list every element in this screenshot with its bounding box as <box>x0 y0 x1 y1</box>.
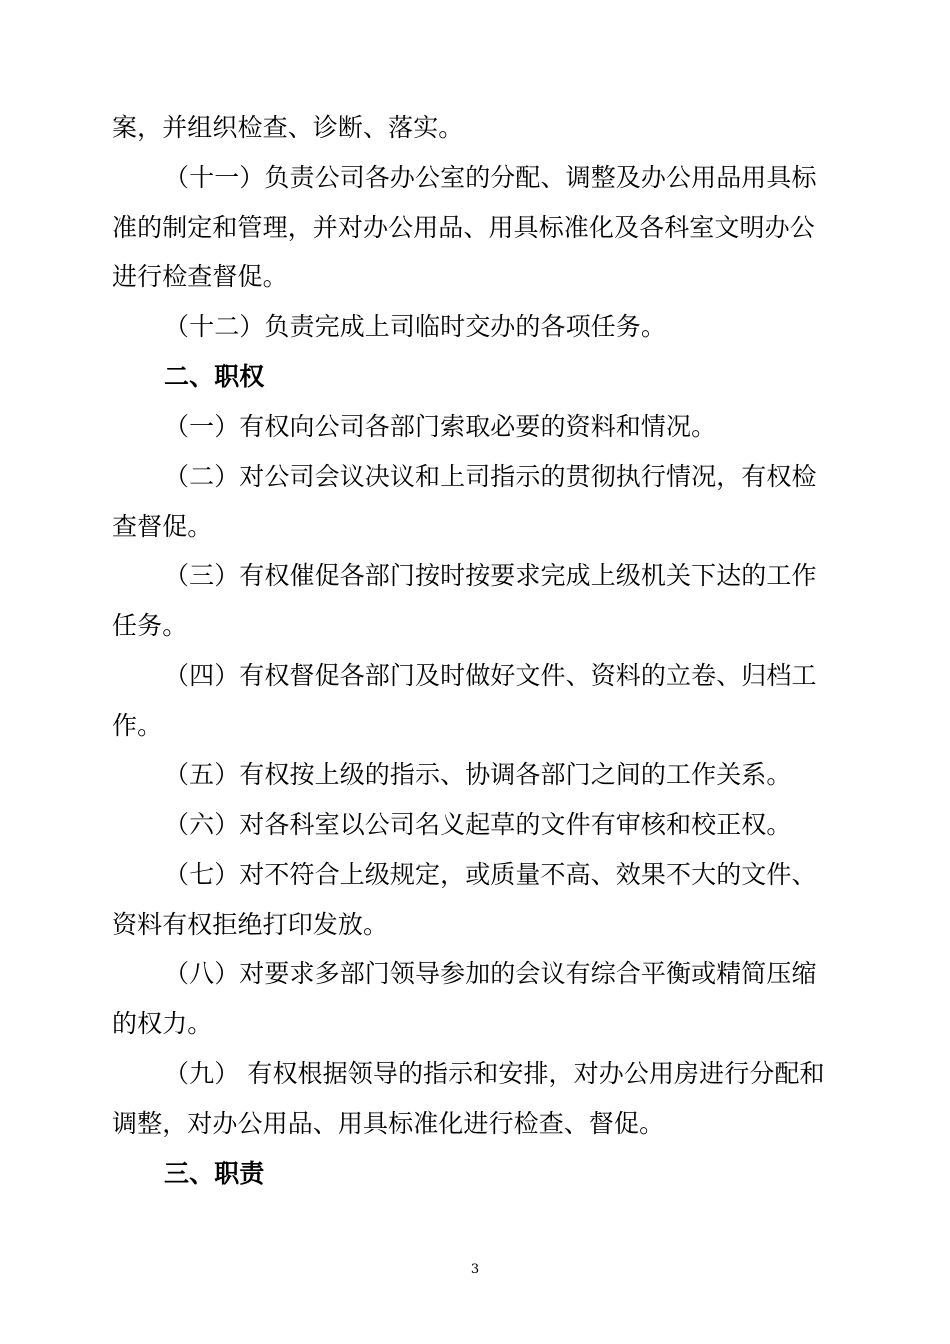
paragraph-line: （七）对不符合上级规定，或质量不高、效果不大的文件、 <box>164 860 817 889</box>
paragraph-line: 查督促。 <box>112 512 213 541</box>
paragraph-line: （五）有权按上级的指示、协调各部门之间的工作关系。 <box>164 760 792 789</box>
paragraph-line: （九） 有权根据领导的指示和安排，对办公用房进行分配和 <box>164 1059 825 1088</box>
paragraph-line: （一）有权向公司各部门索取必要的资料和情况。 <box>164 412 717 441</box>
paragraph-line: （十一）负责公司各办公室的分配、调整及办公用品用具标 <box>164 163 817 192</box>
paragraph-line: 任务。 <box>112 611 188 640</box>
paragraph-line: 资料有权拒绝打印发放。 <box>112 910 389 939</box>
paragraph-line: （十二）负责完成上司临时交办的各项任务。 <box>164 312 667 341</box>
paragraph-line: （四）有权督促各部门及时做好文件、资料的立卷、归档工 <box>164 661 817 690</box>
paragraph-line: 案，并组织检查、诊断、落实。 <box>112 113 464 142</box>
page-number: 3 <box>470 1262 480 1277</box>
paragraph-line: 准的制定和管理，并对办公用品、用具标准化及各科室文明办公 <box>112 213 815 242</box>
paragraph-line: （三）有权催促各部门按时按要求完成上级机关下达的工作 <box>164 561 817 590</box>
paragraph-line: （六）对各科室以公司名义起草的文件有审核和校正权。 <box>164 810 792 839</box>
paragraph-line: （二）对公司会议决议和上司指示的贯彻执行情况，有权检 <box>164 462 817 491</box>
paragraph-line: 调整，对办公用品、用具标准化进行检查、督促。 <box>112 1109 665 1138</box>
paragraph-line: 的权力。 <box>112 1009 213 1038</box>
section-heading: 二、职权 <box>164 362 265 391</box>
paragraph-line: 进行检查督促。 <box>112 262 288 291</box>
section-heading: 三、职责 <box>164 1159 265 1188</box>
paragraph-line: 作。 <box>112 711 163 740</box>
paragraph-line: （八）对要求多部门领导参加的会议有综合平衡或精简压缩 <box>164 959 817 988</box>
